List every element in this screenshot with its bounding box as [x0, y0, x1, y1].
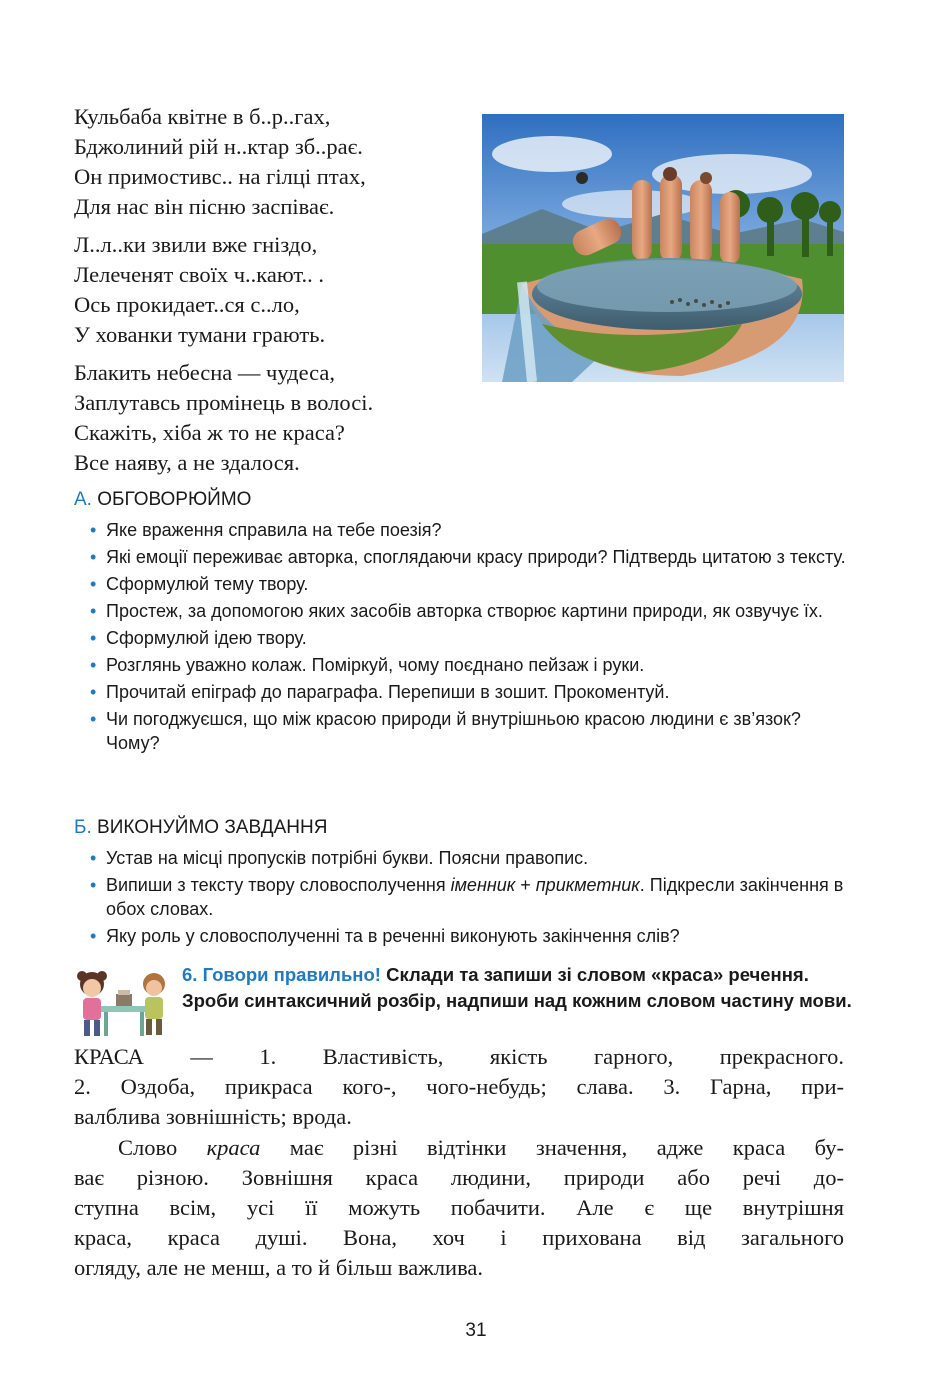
- poem-line: Лелеченят своїх ч..кают.. .: [74, 262, 325, 287]
- list-item: [90, 653, 850, 677]
- poem-line: Кульбаба квітне в б..р..гах,: [74, 104, 331, 129]
- poem-line: У хованки тумани грають.: [74, 322, 326, 347]
- bullet-icon: •: [90, 875, 97, 895]
- task-6-text: Склади та запиши зі словом «краса» речення. Зроби синтаксичний розбір, надпиши над кожним словом частину мови.: [182, 964, 852, 1011]
- definition-line: 2. Оздоба, прикраса кого-, чого-небудь; слава. 3. Гарна, при-: [74, 1074, 844, 1099]
- section-b-letter: Б.: [74, 817, 92, 838]
- poem-line: Он примостивс.. на гілці птах,: [74, 164, 366, 189]
- task-text: Яку роль у словосполученні та в реченні виконують закінчення слів?: [106, 926, 680, 946]
- paragraph-line: огляду, але не менш, а то й більш важлива.: [74, 1255, 484, 1280]
- noun-term: іменник: [450, 875, 516, 895]
- definition-line: КРАСА — 1. Властивість, якість гарного, прекрасного.: [74, 1044, 844, 1069]
- poem-stanza-1: [74, 102, 484, 222]
- question-text: Сформулюй тему твору.: [106, 574, 309, 594]
- poem-line: Блакить небесна — чудеса,: [74, 360, 336, 385]
- question-text: Сформулюй ідею твору.: [106, 628, 307, 648]
- poem-stanza-2: [74, 230, 484, 350]
- question-text: Прочитай епіграф до параграфа. Перепиши в зошит. Прокоментуй.: [106, 682, 670, 702]
- plus-sign: +: [515, 875, 536, 895]
- poem: [74, 102, 484, 486]
- poem-line: Ось прокидает..ся с..ло,: [74, 292, 300, 317]
- list-item: [90, 518, 850, 542]
- section-a-heading: [74, 488, 251, 512]
- question-text: Чи погоджуєшся, що між красою природи й внутрішньою красою людини є зв’язок? Чому?: [106, 709, 801, 753]
- paragraph-text: має різні відтінки значення, адже краса бу-: [260, 1135, 844, 1160]
- italic-term: краса: [206, 1135, 261, 1160]
- poem-stanza-3: [74, 358, 484, 478]
- poem-line: Для нас він пісню заспіває.: [74, 194, 335, 219]
- hand-landscape-collage-image: [482, 114, 844, 382]
- poem-line: Скажіть, хіба ж то не краса?: [74, 420, 345, 445]
- page-number: 31: [465, 1320, 487, 1341]
- bullet-icon: •: [90, 926, 97, 946]
- poem-line: Бджолиний рій н..ктар зб..рає.: [74, 134, 363, 159]
- list-item: [90, 572, 850, 596]
- dictionary-definition: [74, 1042, 844, 1132]
- task-list: [90, 846, 850, 951]
- task-text: Устав на місці пропусків потрібні букви. Поясни правопис.: [106, 848, 589, 868]
- list-item: [90, 680, 850, 704]
- paragraph-line: [74, 1133, 844, 1163]
- task-6-instruction: [182, 962, 862, 1014]
- task-text-post: . Підкресли закінчення в обох словах.: [106, 875, 844, 919]
- collage-illustration: [482, 114, 844, 382]
- list-item: [90, 599, 850, 623]
- list-item: [90, 545, 850, 569]
- definition-line: валблива зовнішність; врода.: [74, 1104, 352, 1129]
- list-item: [90, 846, 850, 870]
- adjective-term: прикметник: [535, 875, 640, 895]
- paragraph-line: ває різною. Зовнішня краса людини, природи або речі до-: [74, 1165, 844, 1190]
- kids-icon: [72, 962, 172, 1040]
- section-b-title: ВИКОНУЙМО ЗАВДАННЯ: [97, 817, 328, 838]
- poem-line: Л..л..ки звили вже гніздо,: [74, 232, 318, 257]
- bullet-icon: •: [90, 848, 97, 868]
- task-6-number: 6. Говори правильно!: [182, 964, 381, 985]
- section-a-letter: А.: [74, 489, 92, 510]
- bullet-icon: •: [90, 682, 97, 702]
- question-text: Які емоції переживає авторка, споглядаючи красу природи? Підтвердь цитатою з тексту.: [106, 547, 846, 567]
- bullet-icon: •: [90, 574, 97, 594]
- list-item: [90, 924, 850, 948]
- question-text: Простеж, за допомогою яких засобів авторка створює картини природи, як озвучує їх.: [106, 601, 823, 621]
- bullet-icon: •: [90, 655, 97, 675]
- paragraph-line: ступна всім, усі її можуть побачити. Але є ще внутрішня: [74, 1195, 844, 1220]
- question-text: Розглянь уважно колаж. Поміркуй, чому поєднано пейзаж і руки.: [106, 655, 645, 675]
- discussion-questions: [90, 518, 850, 758]
- body-paragraph: [74, 1133, 844, 1283]
- bullet-icon: •: [90, 547, 97, 567]
- poem-line: Все наяву, а не здалося.: [74, 450, 300, 475]
- section-a-title: ОБГОВОРЮЙМО: [97, 489, 252, 510]
- question-text: Яке враження справила на тебе поезія?: [106, 520, 442, 540]
- bullet-icon: •: [90, 628, 97, 648]
- list-item: [90, 626, 850, 650]
- bullet-icon: •: [90, 601, 97, 621]
- bullet-icon: •: [90, 709, 97, 729]
- paragraph-text: Слово: [118, 1135, 207, 1160]
- task-text-pre: Випиши з тексту твору словосполучення: [106, 875, 451, 895]
- poem-line: Заплутавсь промінець в волосі.: [74, 390, 374, 415]
- list-item: [90, 873, 850, 921]
- paragraph-line: краса, краса душі. Вона, хоч і прихована від загального: [74, 1225, 844, 1250]
- bullet-icon: •: [90, 520, 97, 540]
- kids-at-desk-illustration: [72, 962, 172, 1040]
- section-b-heading: [74, 816, 327, 840]
- list-item: [90, 707, 850, 755]
